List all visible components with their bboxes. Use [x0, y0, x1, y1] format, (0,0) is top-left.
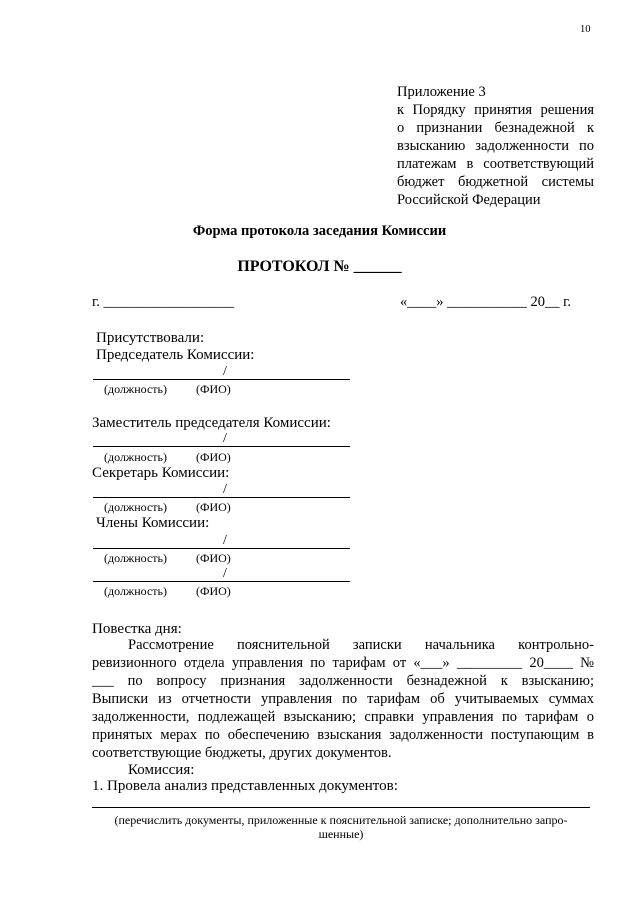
documents-footnote: (перечислить документы, приложенные к пояснительной записке; дополнительно запро- шенные) — [114, 813, 568, 841]
agenda-line: принятых мерах по обеспечению взыскания задолженности поступающим в — [92, 727, 594, 743]
slash-separator: / — [223, 482, 227, 497]
chairman-label: Председатель Комиссии: — [96, 347, 255, 363]
page-number: 10 — [580, 24, 591, 35]
secretary-signature-line — [93, 482, 350, 498]
present-label: Присутствовали: — [96, 330, 205, 346]
position-caption: (должность) — [104, 382, 167, 396]
position-caption: (должность) — [104, 450, 167, 464]
members-label: Члены Комиссии: — [96, 515, 210, 531]
agenda-line: ___ по вопросу признания задолженности безнадежной к взысканию; — [92, 673, 594, 689]
commission-label: Комиссия: — [128, 762, 195, 778]
appendix-line: Приложение 3 — [397, 84, 486, 100]
position-caption: (должность) — [104, 551, 167, 565]
slash-separator: / — [223, 566, 227, 581]
slash-separator: / — [223, 431, 227, 446]
appendix-line: к Порядку принятия решения — [397, 102, 594, 118]
form-title: Форма протокола заседания Комиссии — [192, 223, 447, 239]
protocol-title: ПРОТОКОЛ № ______ — [237, 258, 402, 275]
commission-item-1: 1. Провела анализ представленных документов: — [92, 778, 398, 794]
member-signature-line — [93, 533, 350, 549]
slash-separator: / — [223, 364, 227, 379]
agenda-line: ревизионного отдела управления по тарифам от «___» _________ 20____ № — [92, 655, 594, 671]
agenda-line: Рассмотрение пояснительной записки начальника контрольно- — [128, 637, 594, 653]
fio-caption: (ФИО) — [196, 551, 231, 565]
appendix-line: взысканию задолженности по — [397, 138, 594, 154]
appendix-line: Российской Федерации — [397, 192, 541, 208]
fio-caption: (ФИО) — [196, 500, 231, 514]
member-signature-line — [93, 566, 350, 582]
position-caption: (должность) — [104, 500, 167, 514]
agenda-label: Повестка дня: — [92, 621, 182, 637]
fio-caption: (ФИО) — [196, 450, 231, 464]
appendix-line: бюджет бюджетной системы — [397, 174, 594, 190]
deputy-signature-line — [93, 431, 350, 447]
agenda-paragraph — [92, 636, 594, 762]
documents-fill-line — [92, 807, 590, 808]
agenda-line: Выписки из отчетности управления по тарифам об учитываемых суммах — [92, 691, 594, 707]
chairman-signature-line — [93, 364, 350, 380]
agenda-line: соответствующие бюджеты, других документов. — [92, 745, 392, 761]
slash-separator: / — [223, 533, 227, 548]
secretary-label: Секретарь Комиссии: — [92, 465, 230, 481]
city-line: г. __________________ — [92, 294, 235, 310]
agenda-line: задолженности, подлежащей взысканию; справки управления по тарифам о — [92, 709, 594, 725]
appendix-line: о признании безнадежной к — [397, 120, 594, 136]
date-line: «____» ___________ 20__ г. — [400, 294, 572, 310]
position-caption: (должность) — [104, 584, 167, 598]
fio-caption: (ФИО) — [196, 382, 231, 396]
appendix-block — [397, 83, 594, 209]
deputy-label: Заместитель председателя Комиссии: — [92, 415, 331, 431]
fio-caption: (ФИО) — [196, 584, 231, 598]
appendix-line: платежам в соответствующий — [397, 156, 594, 172]
